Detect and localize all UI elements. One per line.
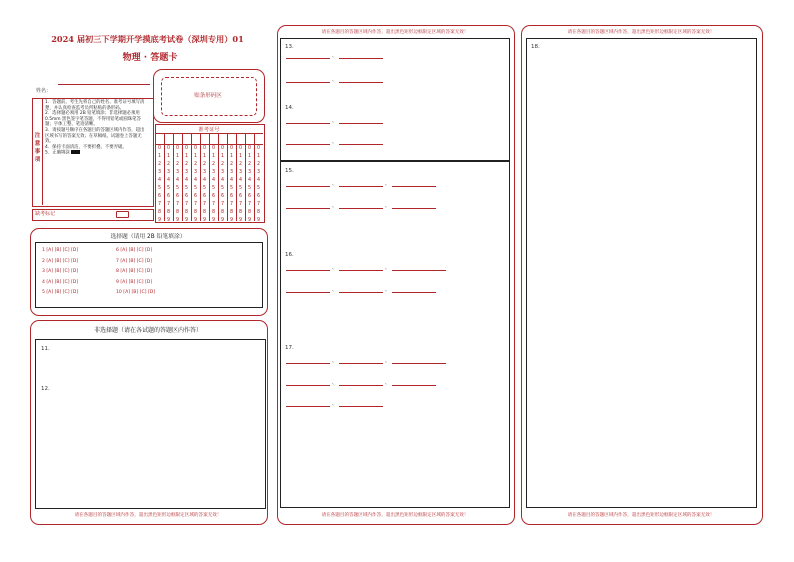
q18-box[interactable] (526, 38, 757, 508)
ticket-digit[interactable]: 2 (175, 162, 180, 167)
ticket-digit[interactable]: 1 (229, 154, 234, 159)
notes-list (45, 100, 148, 156)
ticket-digit[interactable]: 5 (175, 186, 180, 191)
answer-blank[interactable] (286, 358, 330, 364)
answer-blank[interactable] (286, 181, 330, 187)
ticket-digit[interactable]: 2 (238, 162, 243, 167)
blank-separator: 、 (332, 53, 338, 59)
ticket-digit[interactable]: 7 (256, 202, 261, 207)
q17-blanks-3[interactable] (286, 400, 383, 407)
ticket-digit[interactable]: 7 (229, 202, 234, 207)
question-15-label: 15. (285, 168, 294, 174)
blank-separator: 、 (385, 265, 391, 271)
ticket-digit[interactable]: 7 (202, 202, 207, 207)
ticket-digit[interactable]: 8 (157, 210, 162, 215)
ticket-digit[interactable]: 6 (202, 194, 207, 199)
ticket-digit[interactable]: 9 (247, 218, 252, 223)
ticket-digit[interactable]: 7 (247, 202, 252, 207)
ticket-digit[interactable]: 0 (193, 146, 198, 151)
ticket-digit-column[interactable] (255, 145, 263, 225)
ticket-digit[interactable]: 7 (238, 202, 243, 207)
ticket-digit-column[interactable] (192, 145, 200, 225)
ticket-digit[interactable]: 1 (220, 154, 225, 159)
q15-blanks-1[interactable] (286, 180, 436, 187)
blank-separator: 、 (385, 181, 391, 187)
blank-separator: 、 (332, 181, 338, 187)
choice-left-column (42, 248, 78, 301)
question-12-label: 12. (41, 386, 50, 392)
blank-separator: 、 (332, 118, 338, 124)
ticket-digit-column[interactable] (246, 145, 254, 225)
ticket-digit[interactable]: 6 (256, 194, 261, 199)
ticket-digit[interactable]: 2 (184, 162, 189, 167)
blank-separator: 、 (332, 380, 338, 386)
ticket-digit[interactable]: 3 (211, 170, 216, 175)
choice-row[interactable]: 7 [A] [B] [C] [D] (116, 258, 153, 264)
ticket-digit[interactable]: 9 (211, 218, 216, 223)
panel3-top-warning: 请在各题目的答题区域内作答，超出黑色矩形边框限定区域的答案无效！ (567, 30, 715, 35)
ticket-digit[interactable]: 9 (193, 218, 198, 223)
blank-separator: 、 (385, 380, 391, 386)
ticket-digit[interactable]: 2 (157, 162, 162, 167)
ticket-digit[interactable]: 3 (247, 170, 252, 175)
ticket-digit[interactable]: 4 (211, 178, 216, 183)
ticket-digit-column[interactable] (237, 145, 245, 225)
ticket-digit[interactable]: 9 (175, 218, 180, 223)
panel2-bottom-warning: 请在各题目的答题区域内作答，超出黑色矩形边框限定区域的答案无效！ (321, 513, 469, 518)
ticket-digit[interactable]: 2 (247, 162, 252, 167)
blank-separator: 、 (332, 401, 338, 407)
answer-blank[interactable] (286, 265, 330, 271)
ticket-digit[interactable]: 9 (184, 218, 189, 223)
ticket-digit[interactable]: 0 (202, 146, 207, 151)
choice-row[interactable]: 2 [A] [B] [C] [D] (42, 258, 79, 264)
answer-blank[interactable] (392, 265, 446, 271)
ticket-digit-column[interactable] (156, 145, 164, 225)
ticket-digit[interactable]: 0 (175, 146, 180, 151)
ticket-digit[interactable]: 1 (247, 154, 252, 159)
answer-blank[interactable] (339, 287, 383, 293)
choice-row[interactable]: 9 [A] [B] [C] [D] (116, 279, 153, 285)
ticket-digit[interactable]: 3 (184, 170, 189, 175)
absent-checkbox[interactable] (116, 211, 129, 218)
ticket-digit[interactable]: 1 (238, 154, 243, 159)
ticket-digit[interactable]: 5 (229, 186, 234, 191)
ticket-digit[interactable]: 6 (229, 194, 234, 199)
ticket-digit[interactable]: 2 (166, 162, 171, 167)
q17-blanks-1[interactable] (286, 357, 446, 364)
ticket-digit[interactable]: 9 (229, 218, 234, 223)
ticket-digit[interactable]: 5 (166, 186, 171, 191)
q17-blanks-2[interactable] (286, 379, 436, 386)
absent-label: 缺考标记 (35, 211, 56, 217)
ticket-digit[interactable]: 0 (220, 146, 225, 151)
filled-sample (71, 150, 80, 154)
ticket-digit[interactable]: 3 (220, 170, 225, 175)
ticket-digit[interactable]: 8 (256, 210, 261, 215)
ticket-digit[interactable]: 6 (166, 194, 171, 199)
answer-blank[interactable] (339, 139, 383, 145)
ticket-digit[interactable]: 5 (220, 186, 225, 191)
ticket-digit[interactable]: 0 (247, 146, 252, 151)
q13-blanks-2[interactable] (286, 76, 383, 83)
ticket-digit[interactable]: 4 (220, 178, 225, 183)
name-field[interactable] (36, 77, 148, 96)
choice-row[interactable]: 8 [A] [B] [C] [D] (116, 269, 153, 274)
ticket-digit[interactable]: 6 (211, 194, 216, 199)
ticket-digit[interactable]: 2 (256, 162, 261, 167)
ticket-digit[interactable]: 7 (220, 202, 225, 207)
name-label: 姓名： (36, 88, 52, 94)
answer-blank[interactable] (392, 181, 436, 187)
answer-blank[interactable] (392, 358, 446, 364)
ticket-digit[interactable]: 2 (202, 162, 207, 167)
ticket-digit-column[interactable] (165, 145, 173, 225)
choice-row[interactable]: 10 [A] [B] [C] [D] (116, 290, 156, 295)
ticket-digit-column[interactable] (183, 145, 191, 225)
ticket-digit[interactable]: 5 (211, 186, 216, 191)
ticket-digit[interactable]: 3 (256, 170, 261, 175)
question-11-label: 11. (41, 346, 50, 352)
ticket-digit[interactable]: 0 (211, 146, 216, 151)
ticket-digit[interactable]: 6 (193, 194, 198, 199)
ticket-digit[interactable]: 1 (256, 154, 261, 159)
ticket-digit[interactable]: 3 (166, 170, 171, 175)
ticket-digit[interactable]: 8 (202, 210, 207, 215)
question-17-label: 17. (285, 345, 294, 351)
ticket-digit[interactable]: 9 (157, 218, 162, 223)
ticket-digit[interactable]: 6 (184, 194, 189, 199)
ticket-digit[interactable]: 9 (202, 218, 207, 223)
ticket-digit[interactable]: 9 (220, 218, 225, 223)
q15-blanks-2[interactable] (286, 202, 436, 209)
name-underline (58, 84, 150, 85)
ticket-digit[interactable]: 3 (175, 170, 180, 175)
ticket-digit[interactable]: 5 (247, 186, 252, 191)
answer-blank[interactable] (286, 139, 330, 145)
ticket-digit[interactable]: 4 (238, 178, 243, 183)
ticket-digit[interactable]: 3 (238, 170, 243, 175)
notes-side-divider (42, 98, 43, 205)
notes-side-label: 注意事项 (34, 133, 41, 163)
ticket-digit[interactable]: 5 (256, 186, 261, 191)
q13-blanks-1[interactable] (286, 52, 383, 59)
ticket-digit[interactable]: 7 (211, 202, 216, 207)
note-item (45, 150, 148, 156)
nonchoice-title: 非选择题（请在各试题的答题区内作答） (93, 327, 202, 334)
q14-blanks-1[interactable] (286, 117, 383, 124)
ticket-digit[interactable]: 8 (211, 210, 216, 215)
ticket-digit[interactable]: 1 (175, 154, 180, 159)
ticket-digit[interactable]: 4 (157, 178, 162, 183)
ticket-digit[interactable]: 3 (157, 170, 162, 175)
ticket-digit[interactable]: 4 (184, 178, 189, 183)
ticket-digit[interactable]: 6 (157, 194, 162, 199)
choice-row[interactable]: 5 [A] [B] [C] [D] (42, 290, 79, 295)
blank-separator: 、 (385, 203, 391, 209)
question-16-label: 16. (285, 252, 294, 258)
answer-blank[interactable] (339, 380, 383, 386)
ticket-digit[interactable]: 4 (247, 178, 252, 183)
ticket-digit[interactable]: 7 (175, 202, 180, 207)
choice-row[interactable]: 3 [A] [B] [C] [D] (42, 269, 79, 274)
q15-17-box[interactable] (280, 161, 510, 508)
note-item: 1．答题前，考生先将自己的姓名、准考证号填写清楚，并认真检查监考员所粘贴的条形码。 (45, 100, 145, 111)
answer-blank[interactable] (286, 118, 330, 124)
ticket-digit[interactable]: 6 (247, 194, 252, 199)
answer-blank[interactable] (286, 77, 330, 83)
ticket-digit[interactable]: 8 (220, 210, 225, 215)
answer-blank[interactable] (286, 287, 330, 293)
panel3-bottom-warning: 请在各题目的答题区域内作答，超出黑色矩形边框限定区域的答案无效！ (567, 513, 715, 518)
ticket-digit[interactable]: 4 (229, 178, 234, 183)
nonchoice-answer-box[interactable] (35, 339, 266, 509)
answer-blank[interactable] (339, 181, 383, 187)
note-item: 4．保持卡面清洁，不要折叠、不要弄破。 (45, 144, 127, 150)
exam-title: 2024 届初三下学期开学摸底考试卷（深圳专用）01 (51, 34, 244, 44)
answer-blank[interactable] (286, 203, 330, 209)
blank-separator: 、 (332, 358, 338, 364)
blank-separator: 、 (332, 139, 338, 145)
choice-row[interactable]: 6 [A] [B] [C] [D] (116, 248, 153, 253)
ticket-digit[interactable]: 4 (256, 178, 261, 183)
ticket-digit[interactable]: 7 (157, 202, 162, 207)
answer-blank[interactable] (286, 53, 330, 59)
blank-separator: 、 (332, 77, 338, 83)
ticket-digit[interactable]: 9 (256, 218, 261, 223)
ticket-digit[interactable]: 2 (229, 162, 234, 167)
ticket-digit[interactable]: 7 (184, 202, 189, 207)
ticket-digit[interactable]: 1 (184, 154, 189, 159)
ticket-digit[interactable]: 0 (229, 146, 234, 151)
note-item: 3．请按题号顺序在各题目的答题区域内作答，超出区域书写的答案无效；在草稿纸、试题卷上答题无效。 (45, 127, 145, 145)
ticket-digit[interactable]: 8 (247, 210, 252, 215)
ticket-digit[interactable]: 6 (220, 194, 225, 199)
ticket-digit[interactable]: 4 (193, 178, 198, 183)
choice-row[interactable]: 1 [A] [B] [C] [D] (42, 248, 79, 253)
answer-blank[interactable] (339, 118, 383, 124)
ticket-digit[interactable]: 1 (166, 154, 171, 159)
ticket-digit[interactable]: 7 (193, 202, 198, 207)
ticket-digit[interactable]: 1 (211, 154, 216, 159)
ticket-digit[interactable]: 8 (193, 210, 198, 215)
ticket-digit[interactable]: 8 (229, 210, 234, 215)
answer-blank[interactable] (286, 380, 330, 386)
choice-right-column (116, 248, 155, 301)
ticket-digit[interactable]: 9 (166, 218, 171, 223)
ticket-digit[interactable]: 0 (256, 146, 261, 151)
blank-separator: 、 (385, 358, 391, 364)
ticket-digit[interactable]: 2 (211, 162, 216, 167)
panel2-top-warning: 请在各题目的答题区域内作答，超出黑色矩形边框限定区域的答案无效！ (321, 30, 469, 35)
ticket-digit[interactable]: 4 (175, 178, 180, 183)
ticket-digit[interactable]: 0 (157, 146, 162, 151)
answer-blank[interactable] (339, 203, 383, 209)
ticket-digit[interactable]: 3 (229, 170, 234, 175)
question-13-label: 13. (285, 44, 294, 50)
blank-separator: 、 (332, 287, 338, 293)
answer-blank[interactable] (339, 53, 383, 59)
answer-blank[interactable] (339, 401, 383, 407)
answer-blank[interactable] (392, 203, 436, 209)
ticket-digit[interactable]: 2 (220, 162, 225, 167)
ticket-digit[interactable]: 4 (202, 178, 207, 183)
note-item: 2．选择题必须用 2B 铅笔填涂；非选择题必须用 0.5mm 黑色签字笔答题，不得用铅笔或圆珠笔答题；字体工整、笔迹清晰。 (45, 111, 141, 128)
answer-blank[interactable] (339, 265, 383, 271)
ticket-digit[interactable]: 5 (193, 186, 198, 191)
ticket-digit[interactable]: 7 (166, 202, 171, 207)
ticket-digit[interactable]: 0 (166, 146, 171, 151)
choice-row[interactable]: 4 [A] [B] [C] [D] (42, 279, 79, 285)
blank-separator: 、 (385, 287, 391, 293)
ticket-digit[interactable]: 5 (202, 186, 207, 191)
answer-blank[interactable] (286, 401, 330, 407)
ticket-digit[interactable]: 2 (193, 162, 198, 167)
ticket-digit[interactable]: 8 (175, 210, 180, 215)
correct-fill-label: 5．正确填涂 (45, 150, 70, 156)
blank-separator: 、 (332, 265, 338, 271)
ticket-digit[interactable]: 0 (238, 146, 243, 151)
ticket-digit-column[interactable] (228, 145, 236, 225)
answer-blank[interactable] (392, 287, 436, 293)
ticket-digit[interactable]: 3 (202, 170, 207, 175)
ticket-digit-column[interactable] (219, 145, 227, 225)
ticket-digit[interactable]: 3 (193, 170, 198, 175)
ticket-digit[interactable]: 8 (184, 210, 189, 215)
q14-blanks-2[interactable] (286, 138, 383, 145)
ticket-digit[interactable]: 8 (238, 210, 243, 215)
ticket-digit[interactable]: 9 (238, 218, 243, 223)
answer-blank[interactable] (339, 358, 383, 364)
question-14-label: 14. (285, 105, 294, 111)
answer-blank[interactable] (392, 380, 436, 386)
ticket-digit-column[interactable] (201, 145, 209, 225)
answer-sheet-subtitle: 物理 · 答题卡 (122, 53, 178, 63)
question-18-label: 18. (531, 44, 540, 50)
q16-blanks-1[interactable] (286, 264, 446, 271)
ticket-digit[interactable]: 8 (166, 210, 171, 215)
ticket-number-label: 准考证号 (198, 127, 220, 133)
blank-separator: 、 (332, 203, 338, 209)
q16-blanks-2[interactable] (286, 286, 436, 293)
choice-title: 选择题（请用 2B 铅笔填涂） (110, 234, 186, 240)
ticket-digit-column[interactable] (174, 145, 182, 225)
ticket-digit[interactable]: 1 (202, 154, 207, 159)
ticket-digit[interactable]: 4 (166, 178, 171, 183)
ticket-digit-column[interactable] (210, 145, 218, 225)
ticket-digit[interactable]: 5 (184, 186, 189, 191)
ticket-digit[interactable]: 6 (175, 194, 180, 199)
ticket-digit[interactable]: 0 (184, 146, 189, 151)
panel1-warning: 请在各题目的答题区域内作答，超出黑色矩形边框限定区域的答案无效！ (74, 513, 222, 518)
ticket-digit[interactable]: 1 (157, 154, 162, 159)
ticket-digit[interactable]: 5 (238, 186, 243, 191)
ticket-digit[interactable]: 5 (157, 186, 162, 191)
barcode-label: 贴条形码区 (194, 93, 222, 99)
ticket-digit[interactable]: 6 (238, 194, 243, 199)
answer-blank[interactable] (339, 77, 383, 83)
ticket-digit[interactable]: 1 (193, 154, 198, 159)
